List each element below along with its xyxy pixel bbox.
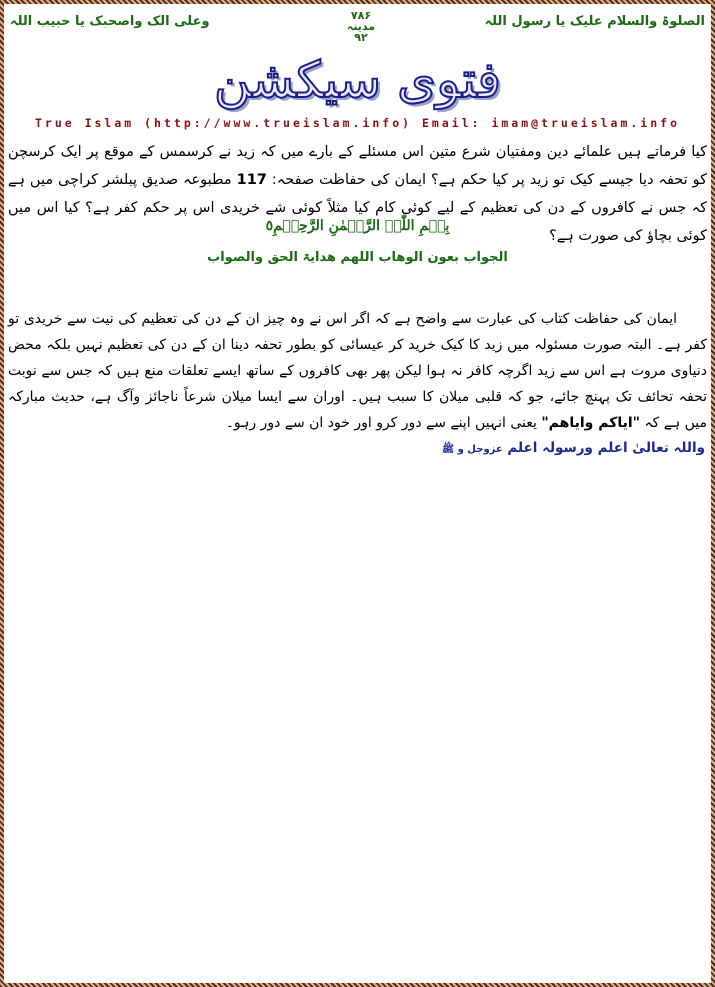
fatwa-page <box>6 6 709 981</box>
closing-line <box>442 440 705 457</box>
page-number-bottom: ۹۲ <box>354 31 368 44</box>
hadith-quote: "ایاکم وایاھم" <box>541 415 640 431</box>
bismillah: بِسۡمِ اللّٰہِ الرَّحۡمٰنِ الرَّحِیۡمِ٥ <box>265 218 450 234</box>
site-contact-line: True Islam (http://www.trueislam.info) Email: imam@trueislam.info <box>34 116 681 130</box>
answer-heading: الجواب بعون الوھاب اللھم ھدایۃ الحق والصواب <box>207 250 508 265</box>
page-number <box>336 10 386 43</box>
question-page-ref: 117 <box>236 172 267 188</box>
title-banner <box>6 50 709 114</box>
answer-text <box>8 306 707 436</box>
question-part-2: مطبوعہ صدیق پبلشر کراچی میں ہے کہ جس نے کافروں کے دن کی تعظیم کے لیے کوئی کام کیا مثلاً کوئی شے خریدی اس پر حکم کفر ہے؟ کیا اس میں کوئی بچاؤ کی صورت ہے؟ <box>8 172 707 244</box>
page-title: فتوی سیکشن <box>213 51 502 109</box>
answer-part-1: ایمان کی حفاظت کتاب کی عبارت سے واضح ہے کہ اگر اس نے وہ چیز ان کے دن کی تعظیم کی نیت سے خریدی تو کفر ہے۔ البتہ صورت مسئولہ میں زید کا کیک خرید کر عیسائی کو بطور تحفہ دینا ان کے دن کی تعظیم نہیں بلکہ محض دنیاوی مروت ہے اس سے زید اگرچہ کافر نہ ہوا لیکن پھر بھی کافروں کے ساتھ ایسے تعلقات منع ہیں کہ جس سے نوبت تحفہ تحائف تک پہنچ جائے، جو کہ قلبی میلان کا سبب ہیں۔ اوران سے ایسا میلان شرعاً ناجائز وآگ ہے، حدیث مبارکہ میں ہے کہ <box>8 311 707 431</box>
answer-part-2: یعنی انہیں اپنے سے دور کرو اور خود ان سے دور رہو۔ <box>225 415 537 431</box>
page-number-top: ۷۸۶ <box>350 9 372 22</box>
closing-text: واللہ تعالیٰ اعلم ورسولہ اعلم <box>507 440 705 456</box>
closing-honorific: عزوجل و ﷺ <box>442 444 503 455</box>
question-part-1: کیا فرماتے ہیں علمائے دین ومفتیان شرع متین اس مسئلے کے بارے میں کہ زید نے کرسمس کے موقع پر ایک کرسچن کو تحفہ دیا جیسے کیک تو زید پر کیا حکم ہے؟ ایمان کی حفاظت صفحہ: <box>8 144 708 188</box>
salutation-right: الصلوۃ والسلام علیک یا رسول اللہ <box>484 14 705 29</box>
salutation-left: وعلی الک واصحبک یا حبیب اللہ <box>10 14 210 29</box>
page-number-mid: مدینہ <box>346 20 376 33</box>
header <box>6 9 709 44</box>
